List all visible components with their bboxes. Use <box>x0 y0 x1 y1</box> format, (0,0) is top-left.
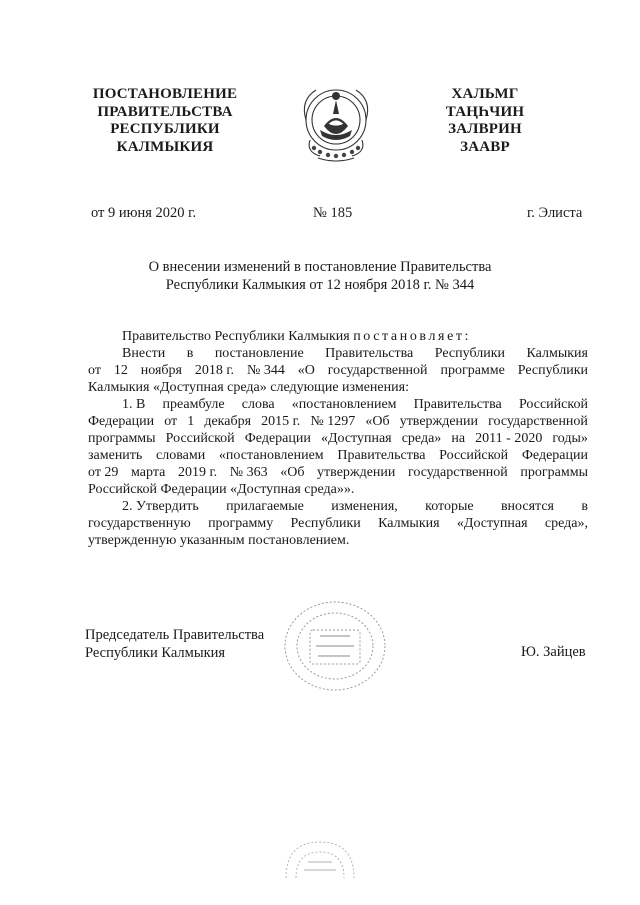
header-ru-line-3: РЕСПУБЛИКИ <box>110 121 220 137</box>
preamble-spaced-verb: постановляет: <box>353 329 472 344</box>
paragraph-1-line-2: от 12 ноября 2018 г. № 344 «О государственной программе Республики <box>88 363 588 378</box>
paragraph-3-line-2: государственную программу Республики Калмыкия «Доступная среда», <box>88 516 588 531</box>
paragraph-2-line-6: Российской Федерации «Доступная среда»». <box>88 482 355 497</box>
preamble-text: Правительство Республики Калмыкия <box>122 329 354 344</box>
signatory-name: Ю. Зайцев <box>521 644 586 660</box>
signatory-role-line-1: Председатель Правительства <box>85 627 265 643</box>
header-ru-line-1: ПОСТАНОВЛЕНИЕ <box>92 86 238 102</box>
header-kalmyk-line-4: ЗААВР <box>460 138 510 155</box>
paragraph-2-line-1: 1. В преамбуле слова «постановлением Правительства Российской <box>122 397 588 412</box>
paragraph-3-line-1: 2. Утвердить прилагаемые изменения, которые вносятся в <box>122 499 588 514</box>
kalmykia-coat-of-arms-icon <box>296 80 376 164</box>
title-line-1: О внесении изменений в постановление Правительства <box>148 259 492 275</box>
header-ru-line-4: КАЛМЫКИЯ <box>116 138 214 155</box>
partial-seal-stamp-icon <box>280 838 360 878</box>
paragraph-2-line-3: программы Российской Федерации «Доступная среда» на 2011 - 2020 годы» <box>88 431 588 446</box>
decree-date: от 9 июня 2020 г. <box>91 205 197 221</box>
signatory-role <box>85 626 264 662</box>
header-kalmyk-line-2: ТАҢҺЧИН <box>445 103 525 120</box>
preamble <box>88 328 588 345</box>
header-ru <box>75 86 255 156</box>
title-line-2: Республики Калмыкия от 12 ноября 2018 г. № 344 <box>165 277 475 293</box>
paragraph-1-line-1: Внести в постановление Правительства Республики Калмыкия <box>122 346 588 361</box>
signatory-role-line-2: Республики Калмыкия <box>85 645 226 661</box>
document-title <box>100 258 540 294</box>
header-kalmyk-line-1: ХАЛЬМГ <box>451 86 519 102</box>
header-kalmyk <box>405 86 565 156</box>
paragraph-2-line-2: Федерации от 1 декабря 2015 г. № 1297 «Об утверждении государственной <box>88 414 588 429</box>
header-kalmyk-line-3: ЗАЛВРИН <box>448 121 522 137</box>
paragraph-2-line-4: заменить словами «постановлением Правительства Российской Федерации <box>88 448 588 463</box>
paragraph-3-line-3: утвержденную указанным постановлением. <box>88 533 350 548</box>
document-body <box>88 328 588 549</box>
paragraph-1-line-3: Калмыкия «Доступная среда» следующие изменения: <box>88 380 409 395</box>
decree-city: г. Элиста <box>527 205 583 221</box>
header-ru-line-2: ПРАВИТЕЛЬСТВА <box>97 103 233 120</box>
decree-number: № 185 <box>313 205 353 221</box>
round-seal-stamp-icon <box>280 596 390 696</box>
paragraph-2-line-5: от 29 марта 2019 г. № 363 «Об утверждении государственной программы <box>88 465 588 480</box>
